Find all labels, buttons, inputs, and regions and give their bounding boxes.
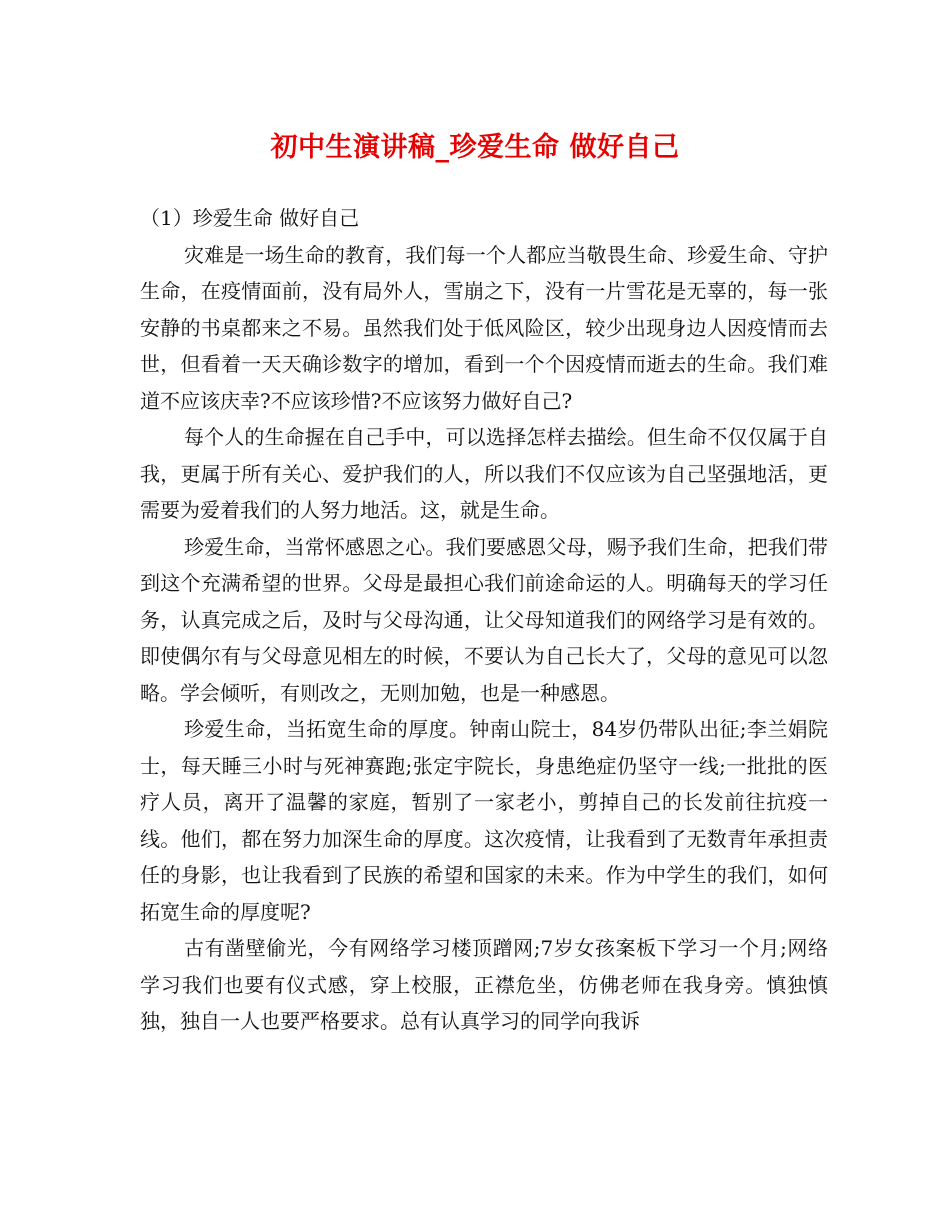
document-title: 初中生演讲稿_珍爱生命 做好自己 (270, 132, 680, 163)
paragraph-1: 灾难是一场生命的教育，我们每一个人都应当敬畏生命、珍爱生命、守护生命，在疫情面前，没有局外人，雪崩之下，没有一片雪花是无辜的，每一张安静的书桌都来之不易。虽然我们处于低风险区，较少出现身边人因疫情而去世，但看着一天天确诊数字的增加，看到一个个因疫情而逝去的生命。我们难道不应该庆幸?不应该珍惜?不应该努力做好自己? (140, 242, 828, 413)
document-body (140, 200, 828, 1040)
paragraph-3: 珍爱生命，当常怀感恩之心。我们要感恩父母，赐予我们生命，把我们带到这个充满希望的世界。父母是最担心我们前途命运的人。明确每天的学习任务，认真完成之后，及时与父母沟通，让父母知道我们的网络学习是有效的。即使偶尔有与父母意见相左的时候，不要认为自己长大了，父母的意见可以忽略。学会倾听，有则改之，无则加勉，也是一种感恩。 (140, 534, 828, 705)
paragraph-4: 珍爱生命，当拓宽生命的厚度。钟南山院士，84岁仍带队出征;李兰娟院士，每天睡三小时与死神赛跑;张定宇院长，身患绝症仍坚守一线;一批批的医疗人员，离开了温馨的家庭，暂别了一家老小，剪掉自己的长发前往抗疫一线。他们，都在努力加深生命的厚度。这次疫情，让我看到了无数青年承担责任的身影，也让我看到了民族的希望和国家的未来。作为中学生的我们，如何拓宽生命的厚度呢? (140, 717, 828, 924)
paragraph-2: 每个人的生命握在自己手中，可以选择怎样去描绘。但生命不仅仅属于自我，更属于所有关心、爱护我们的人，所以我们不仅应该为自己坚强地活，更需要为爱着我们的人努力地活。这，就是生命。 (140, 425, 828, 522)
section-heading: （1）珍爱生命 做好自己 (140, 206, 360, 230)
paragraph-5: 古有凿壁偷光，今有网络学习楼顶蹭网;7岁女孩案板下学习一个月;网络学习我们也要有仪式感，穿上校服，正襟危坐，仿佛老师在我身旁。慎独慎独，独自一人也要严格要求。总有认真学习的同学向我诉 (140, 936, 828, 1033)
